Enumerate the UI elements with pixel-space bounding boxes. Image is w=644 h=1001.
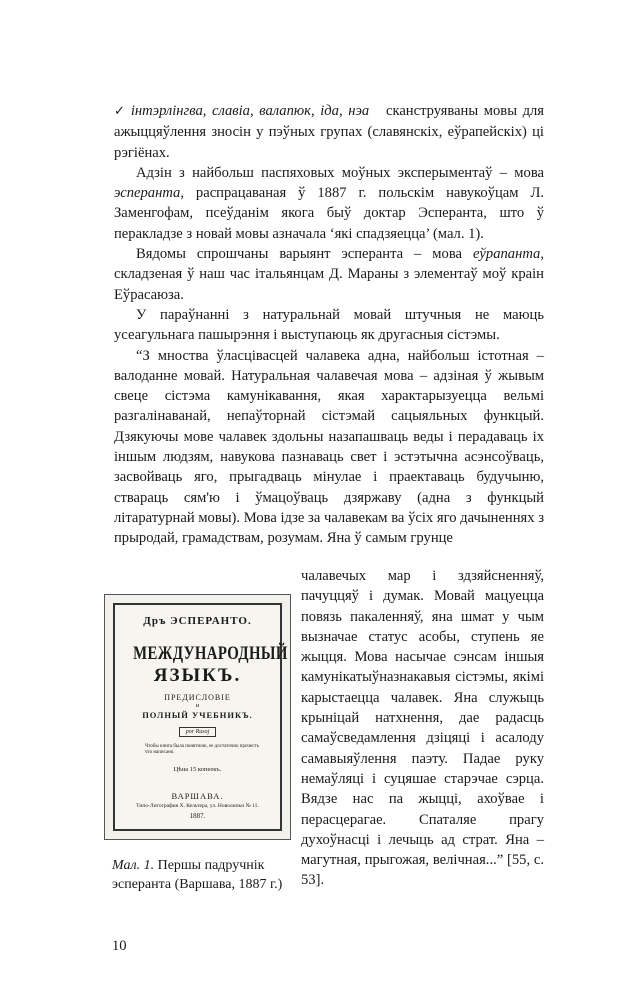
cover-title-line1: МЕЖДУНАРОДНЫЙ xyxy=(133,643,288,664)
cover-price: Цѣна 15 копеекъ. xyxy=(173,766,222,773)
paragraph-quote: “З мноства ўласцівасцей чалавека адна, найбольш істотная – валоданне мовай. Натуральная чалавечая мова – адзіная ў жывым свеце сістэма камунікавання, якая характарызуецца вельмі разгалінаванай, непаўторнай сістэмай сацыяльных функцый. Дзякуючы мове чалавек здольны назапашваць веды і перадаваць іх іншым людзям, навукова пазнаваць свет і эстэтычна асэнсоўваць, засвойваць яго, прыгадваць мінулае і праектаваць будучыню, ствараць сям'ю і ўмацоўваць дзяржаву (адна з функцый літаратурнай мовы). Мова ідзе за чалавекам ва ўсіх яго дачыненнях з прыродай, грамадствам, розумам. Яна ў самым грунце xyxy=(114,347,544,547)
figure-caption xyxy=(112,856,302,894)
paragraph-europanto: Вядомы спрошчаны варыянт эсперанта – мова еўрапанта, складзеная ў наш час італьянцам Д. Мараны з элементаў моў краін Еўрасаюза. xyxy=(114,246,544,303)
book-cover-frame xyxy=(113,603,288,831)
cover-conjunction: и xyxy=(195,703,200,709)
check-mark-icon: ✓ xyxy=(114,104,127,119)
cover-subtitle2: ПОЛНЫЙ УЧЕБНИКЪ. xyxy=(142,710,253,720)
paragraph-comparison: У параўнанні з натуральнай мовай штучныя не маюць усеагульнага пашырэння і выступаюць як другасныя сістэмы. xyxy=(114,306,544,344)
paragraph-esperanto: Адзін з найбольш паспяховых моўных эксперыментаў – мова эсперанта, распрацаваная ў 1887 г. польскім навукоўцам Л. Заменгофам, псеўданім якога быў доктар Эсперанта, што ў перакладзе з новай мовы азначала ‘які спадзяецца’ (мал. 1). xyxy=(114,164,544,242)
caption-label: Мал. 1. xyxy=(112,858,155,873)
cover-title-line2: ЯЗЫКЪ. xyxy=(153,665,242,686)
cover-subtitle1: ПРЕДИСЛОВІЕ xyxy=(164,693,231,702)
paragraph-text: сканструяваны мовы для ажыццяўлення зносін у пэўных групах (славянскіх, еўрапейскіх) ці рэгіёнах. xyxy=(114,103,545,161)
language-list: інтэрлінгва, славіа, валапюк, іда, нэа xyxy=(130,103,370,119)
term-europanto: еўрапанта xyxy=(472,246,541,263)
quote-continuation: чалавечых мар і здзяйсненняў, пачуццяў і думак. Мовай мацуецца повязь пакаленняў, яна шмат у чым вызначае статус асобы, ступень яе жыцця. Мова насычае сэнсам іншыя камунікатыўназнакавыя сістэмы, якімі карыстаецца чалавек. Яна служыць крыніцай натхнення, дае радасць самаўсведамлення дзіцяці і асалоду самавыяўлення паэту. Падае руку немаўляці і суцяшае старэчае сэрца. Вядзе нас па жыцці, ахоўвае і перасцерагае. Спаталяе прагу духоўнасці і лечыць ад страт. Яна – магутная, прыгожая, велічная...” [55, с. 53]. xyxy=(301,568,544,889)
book-cover-image xyxy=(104,594,291,840)
cover-label-box: por Rusoj xyxy=(179,727,217,737)
paragraph-constructed-languages xyxy=(114,101,544,163)
caption-text: Першы падручнік эсперанта (Варшава, 1887 г.) xyxy=(112,858,283,892)
cover-author: Дръ ЭСПЕРАНТО. xyxy=(143,615,252,627)
cover-year: 1887. xyxy=(189,812,206,820)
main-text-upper xyxy=(114,101,544,549)
cover-printer: Типо-Литография Х. Кельтера, ул. Новолипки № 11. xyxy=(136,803,259,809)
page-number: 10 xyxy=(112,938,127,954)
term-esperanto: эсперанта xyxy=(114,185,181,202)
cover-city: ВАРШАВА. xyxy=(171,791,224,801)
cover-note: Чтобы книга была понятною, ее достаточно прочесть что написано. xyxy=(145,744,259,755)
